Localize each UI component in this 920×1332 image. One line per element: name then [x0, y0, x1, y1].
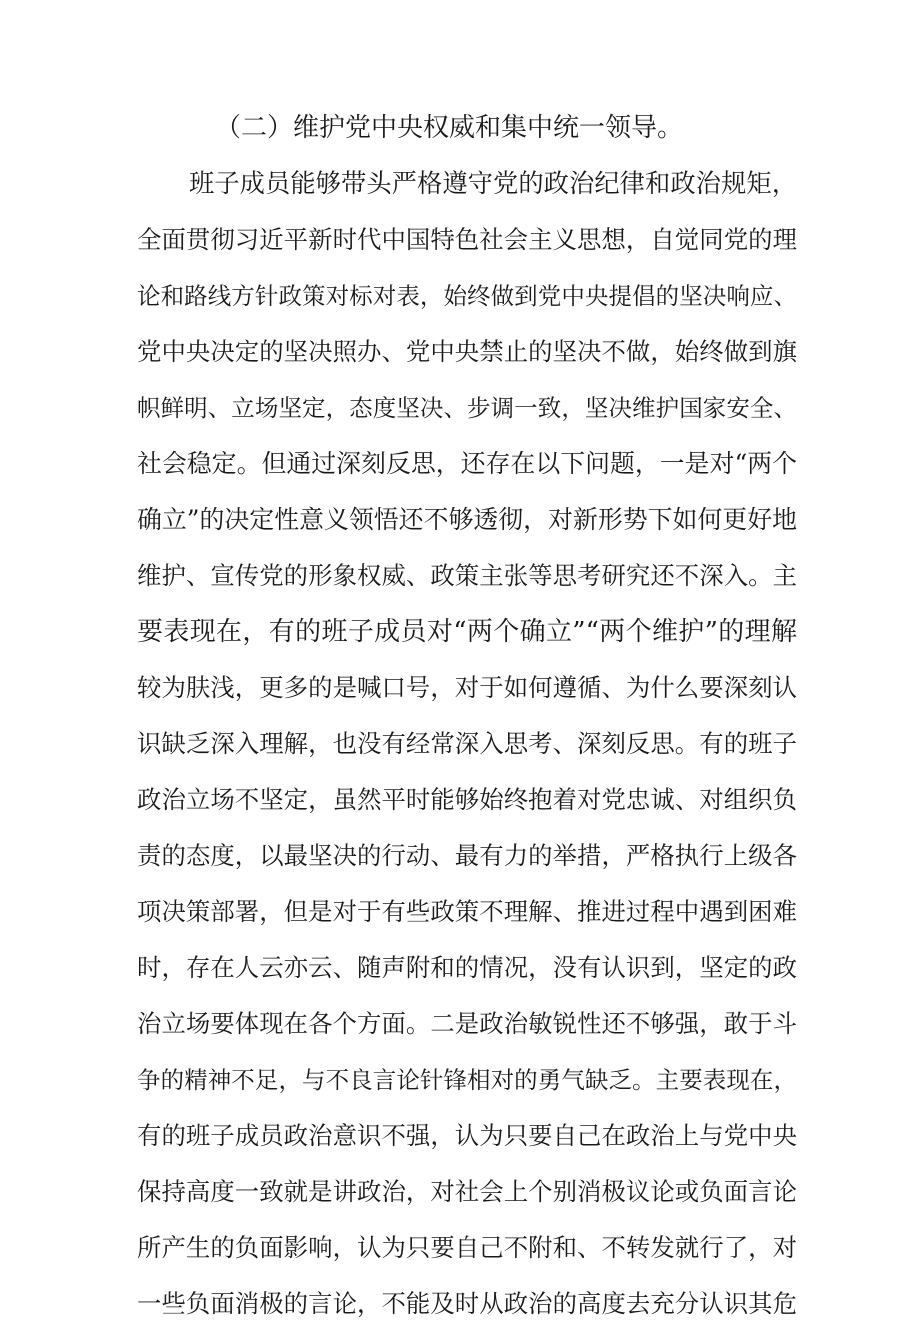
paragraph-line: 责的态度，以最坚决的行动、最有力的举措，严格执行上级各 [137, 841, 797, 870]
paragraph-line: 较为肤浅，更多的是喊口号，对于如何遵循、为什么要深刻认 [137, 673, 797, 702]
paragraph-line: 时，存在人云亦云、随声附和的情况，没有认识到，坚定的政 [137, 953, 797, 982]
paragraph-line: 帜鲜明、立场坚定，态度坚决、步调一致，坚决维护国家安全、 [137, 394, 797, 422]
paragraph-line: 确立”的决定性意义领悟还不够透彻，对新形势下如何更好地 [137, 505, 797, 534]
paragraph-line: 治立场要体现在各个方面。二是政治敏锐性还不够强，敢于斗 [137, 1009, 797, 1038]
paragraph-line: 全面贯彻习近平新时代中国特色社会主义思想，自觉同党的理 [137, 225, 797, 254]
paragraph-line: 政治立场不坚定，虽然平时能够始终抱着对党忠诚、对组织负 [137, 785, 797, 814]
paragraph-line: 一些负面消极的言论，不能及时从政治的高度去充分认识其危 [137, 1289, 797, 1318]
paragraph-line: 论和路线方针政策对标对表，始终做到党中央提倡的坚决响应、 [137, 282, 797, 310]
section-heading: （二）维护党中央权威和集中统一领导。 [215, 113, 684, 143]
document-body [137, 100, 797, 1332]
paragraph-line: 保持高度一致就是讲政治，对社会上个别消极议论或负面言论 [137, 1177, 797, 1206]
paragraph-line: 党中央决定的坚决照办、党中央禁止的坚决不做，始终做到旗 [137, 337, 797, 366]
paragraph-line: 社会稳定。但通过深刻反思，还存在以下问题，一是对“两个 [137, 449, 797, 478]
paragraph-line: 要表现在，有的班子成员对“两个确立”“两个维护”的理解 [137, 617, 797, 647]
paragraph-line: 有的班子成员政治意识不强，认为只要自己在政治上与党中央 [137, 1121, 797, 1150]
paragraph-line: 项决策部署，但是对于有些政策不理解、推进过程中遇到困难 [137, 897, 797, 926]
paragraph [137, 156, 797, 1332]
paragraph-line: 识缺乏深入理解，也没有经常深入思考、深刻反思。有的班子 [137, 729, 797, 758]
paragraph-line: 班子成员能够带头严格遵守党的政治纪律和政治规矩， [189, 169, 797, 198]
paragraph-line: 维护、宣传党的形象权威、政策主张等思考研究还不深入。主 [137, 561, 797, 590]
paragraph-line: 争的精神不足，与不良言论针锋相对的勇气缺乏。主要表现在， [137, 1066, 797, 1094]
paragraph-line: 所产生的负面影响，认为只要自己不附和、不转发就行了，对 [137, 1233, 797, 1262]
